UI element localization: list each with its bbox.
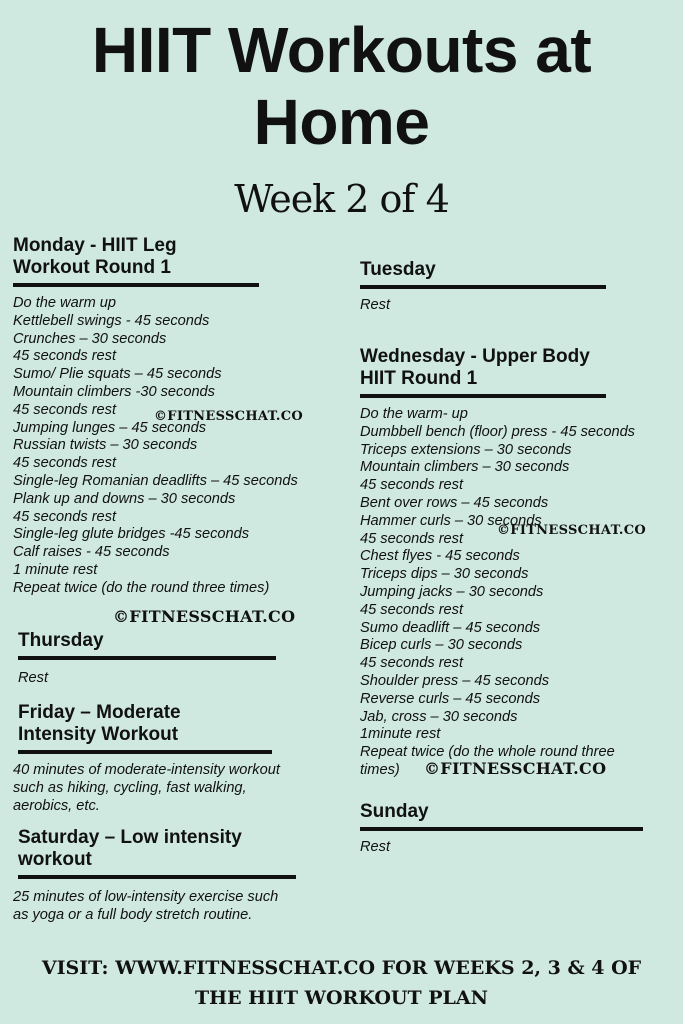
exercise-item: times) bbox=[360, 761, 400, 778]
exercise-item: Single-leg Romanian deadlifts – 45 seconds bbox=[13, 472, 298, 489]
sunday-text: Rest bbox=[360, 839, 391, 855]
exercise-item: Do the warm- up bbox=[360, 406, 468, 422]
tuesday-divider bbox=[360, 285, 606, 289]
exercise-item: Triceps dips – 30 seconds bbox=[360, 566, 529, 583]
exercise-item: Repeat twice (do the whole round three bbox=[360, 744, 615, 761]
exercise-item: Jumping jacks – 30 seconds bbox=[360, 583, 544, 600]
wednesday-section bbox=[360, 346, 678, 780]
tuesday-text: Rest bbox=[360, 297, 391, 313]
exercise-item: 1minute rest bbox=[360, 726, 441, 743]
tuesday-section bbox=[360, 259, 610, 315]
thursday-heading: Thursday bbox=[18, 630, 104, 651]
saturday-heading-line-1: Saturday – Low intensity bbox=[18, 827, 242, 848]
title-line-2: Home bbox=[253, 86, 430, 158]
tuesday-heading: Tuesday bbox=[360, 259, 436, 280]
exercise-item: Do the warm up bbox=[13, 295, 117, 311]
friday-heading-line-1: Friday – Moderate bbox=[18, 702, 181, 723]
exercise-item: 45 seconds rest bbox=[360, 601, 464, 618]
exercise-item: Calf raises - 45 seconds bbox=[13, 544, 170, 561]
wednesday-heading-line-1: Wednesday - Upper Body bbox=[360, 346, 590, 367]
saturday-heading-line-2: workout bbox=[18, 849, 92, 870]
exercise-item: Jab, cross – 30 seconds bbox=[360, 708, 518, 725]
footer-line-2: THE HIIT WORKOUT PLAN bbox=[195, 987, 488, 1009]
exercise-item: Dumbbell bench (floor) press - 45 seconds bbox=[360, 423, 635, 440]
exercise-item: 45 seconds rest bbox=[360, 530, 464, 547]
thursday-divider bbox=[18, 656, 276, 660]
footer-line-1: VISIT: WWW.FITNESSCHAT.CO FOR WEEKS 2, 3 & 4 OF bbox=[41, 957, 642, 979]
exercise-item: 45 seconds rest bbox=[13, 455, 117, 472]
friday-divider bbox=[18, 750, 272, 754]
exercise-item: Hammer curls – 30 seconds bbox=[360, 512, 542, 529]
monday-divider bbox=[13, 283, 259, 287]
thursday-text: Rest bbox=[18, 670, 49, 686]
friday-heading bbox=[18, 702, 318, 746]
friday-text: 40 minutes of moderate-intensity workout such as hiking, cycling, fast walking, aerobics, etc. bbox=[13, 762, 280, 814]
exercise-item: Sumo/ Plie squats – 45 seconds bbox=[13, 366, 222, 383]
friday-heading-line-2: Intensity Workout bbox=[18, 724, 179, 745]
monday-exercise-list bbox=[13, 295, 343, 598]
exercise-item: Mountain climbers -30 seconds bbox=[13, 383, 215, 400]
watermark-text: ©FITNESSCHAT.CO bbox=[424, 759, 607, 778]
wednesday-heading bbox=[360, 346, 678, 390]
exercise-item: Single-leg glute bridges -45 seconds bbox=[13, 526, 250, 543]
friday-section bbox=[13, 702, 318, 815]
watermark-text: ©FITNESSCHAT.CO bbox=[497, 523, 646, 538]
watermark-text: ©FITNESSCHAT.CO bbox=[113, 607, 296, 626]
exercise-item: Crunches – 30 seconds bbox=[13, 330, 167, 347]
exercise-item: 45 seconds rest bbox=[13, 401, 117, 418]
saturday-heading bbox=[18, 827, 318, 871]
exercise-item: Sumo deadlift – 45 seconds bbox=[360, 619, 541, 636]
wednesday-divider bbox=[360, 394, 606, 398]
monday-heading-line-2: Workout Round 1 bbox=[13, 257, 171, 278]
exercise-item: Plank up and downs – 30 seconds bbox=[13, 490, 236, 507]
sunday-divider bbox=[360, 827, 643, 831]
saturday-section bbox=[13, 827, 318, 925]
sunday-heading: Sunday bbox=[360, 801, 429, 822]
exercise-item: Kettlebell swings - 45 seconds bbox=[13, 312, 210, 329]
week-subtitle: Week 2 of 4 bbox=[234, 177, 449, 221]
wednesday-heading-line-2: HIIT Round 1 bbox=[360, 368, 478, 389]
watermark-text: ©FITNESSCHAT.CO bbox=[154, 409, 303, 424]
monday-heading-line-1: Monday - HIIT Leg bbox=[13, 235, 177, 256]
exercise-item: Shoulder press – 45 seconds bbox=[360, 672, 550, 689]
exercise-item: Russian twists – 30 seconds bbox=[13, 437, 198, 454]
footer-promo bbox=[0, 953, 683, 1013]
exercise-item: Jumping lunges – 45 seconds bbox=[13, 419, 207, 436]
exercise-item: Bent over rows – 45 seconds bbox=[360, 494, 549, 511]
exercise-item: Mountain climbers – 30 seconds bbox=[360, 459, 570, 476]
monday-heading bbox=[13, 235, 343, 279]
exercise-item: 45 seconds rest bbox=[360, 655, 464, 672]
wednesday-exercise-list bbox=[360, 406, 678, 780]
exercise-item: 1 minute rest bbox=[13, 561, 98, 578]
exercise-item: Chest flyes - 45 seconds bbox=[360, 548, 520, 565]
exercise-item: Bicep curls – 30 seconds bbox=[360, 637, 523, 654]
sunday-section bbox=[360, 801, 650, 857]
exercise-item: 45 seconds rest bbox=[360, 477, 464, 494]
exercise-item: Reverse curls – 45 seconds bbox=[360, 690, 541, 707]
exercise-item: Repeat twice (do the round three times) bbox=[13, 579, 270, 596]
exercise-item: 45 seconds rest bbox=[13, 508, 117, 525]
saturday-text: 25 minutes of low-intensity exercise such as yoga or a full body stretch routine. bbox=[13, 889, 279, 923]
page-title bbox=[0, 14, 683, 158]
exercise-item: 45 seconds rest bbox=[13, 348, 117, 365]
saturday-divider bbox=[18, 875, 296, 879]
title-line-1: HIIT Workouts at bbox=[91, 14, 592, 86]
thursday-section bbox=[18, 630, 288, 688]
exercise-item: Triceps extensions – 30 seconds bbox=[360, 441, 572, 458]
